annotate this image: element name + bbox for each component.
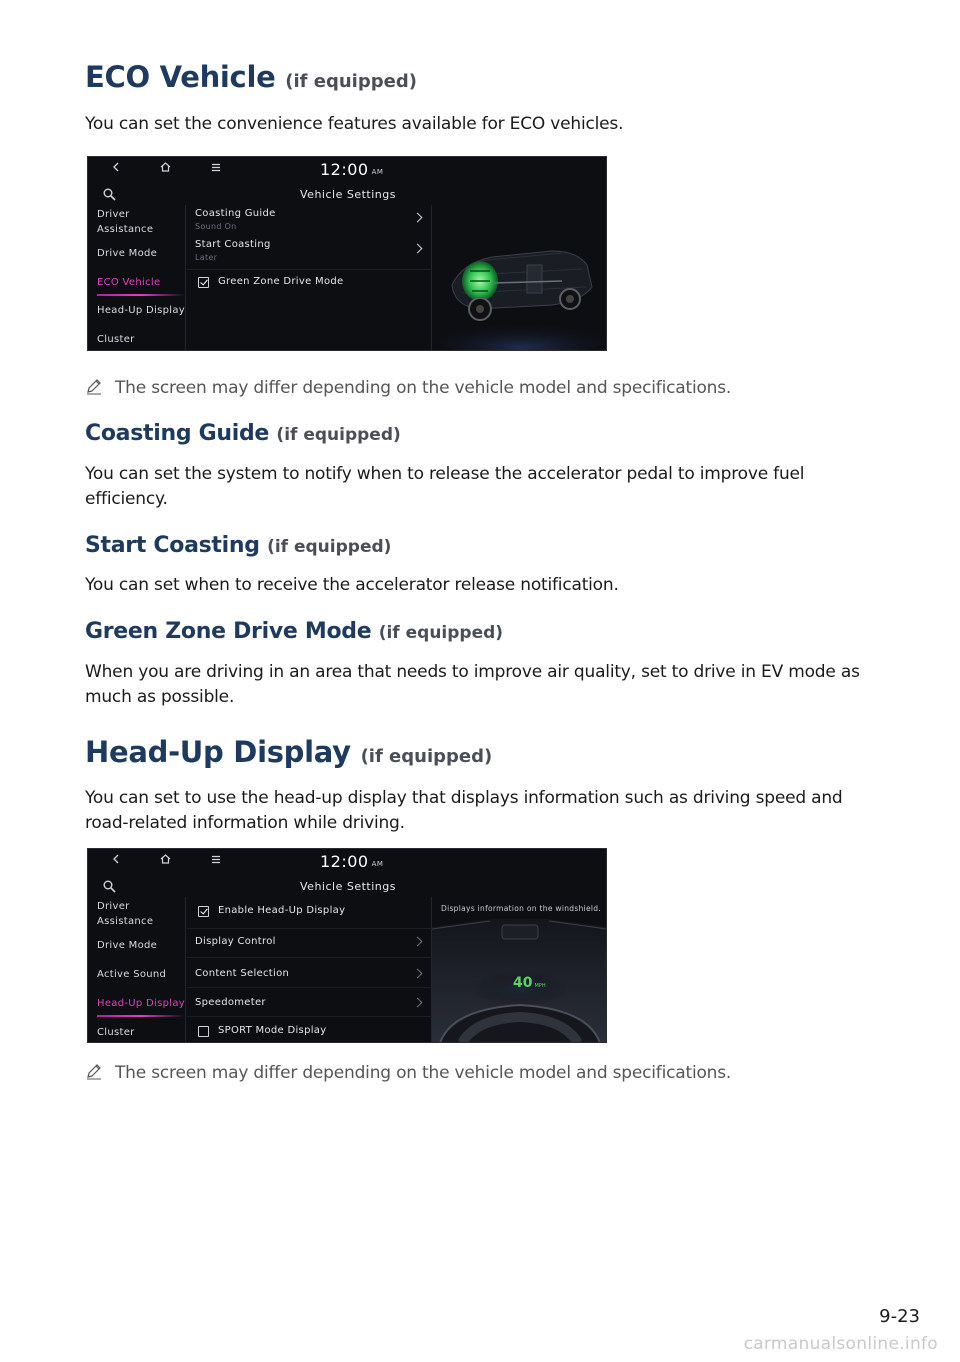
vehicle-settings-title: Vehicle Settings: [300, 880, 396, 893]
sidebar-item-cluster[interactable]: Cluster: [97, 334, 135, 345]
start-coasting-value: Later: [195, 253, 218, 262]
sidebar-item-driver-assistance[interactable]: Driver Assistance: [97, 901, 154, 927]
green-zone-heading: Green Zone Drive Mode (if equipped): [85, 619, 504, 644]
hud-settings-screen: [87, 848, 607, 1043]
menu-icon[interactable]: [211, 853, 221, 867]
if-equipped-label: (if equipped): [360, 746, 493, 767]
sidebar-item-active-sound[interactable]: Active Sound: [97, 969, 167, 980]
clock: 12:00 AM: [320, 160, 384, 179]
hud-caption: Displays information on the windshield.: [441, 904, 602, 913]
speedometer-option[interactable]: Speedometer: [195, 997, 427, 1008]
start-coasting-heading: Start Coasting (if equipped): [85, 533, 392, 558]
enable-hud-checkbox[interactable]: [198, 906, 209, 917]
sidebar-item-drive-mode[interactable]: Drive Mode: [97, 248, 158, 259]
hud-speed: 40 MPH: [513, 975, 546, 991]
back-icon[interactable]: [112, 853, 120, 867]
watermark: carmanualsonline.info: [743, 1334, 938, 1354]
sport-mode-checkbox[interactable]: [198, 1026, 209, 1037]
divider: [187, 957, 431, 958]
divider: [185, 897, 186, 1042]
active-indicator: [97, 1015, 185, 1017]
note-2: The screen may differ depending on the vehicle model and specifications.: [85, 1062, 731, 1085]
start-coasting-text: You can set when to receive the accelerator release notification.: [85, 575, 619, 595]
sidebar-item-eco-vehicle[interactable]: ECO Vehicle: [97, 277, 161, 288]
display-control-option[interactable]: Display Control: [195, 936, 427, 947]
vehicle-settings-title: Vehicle Settings: [300, 188, 396, 201]
content-selection-option[interactable]: Content Selection: [195, 968, 427, 979]
search-icon[interactable]: [103, 186, 116, 205]
pencil-icon: [85, 377, 105, 400]
chevron-right-icon: [413, 937, 423, 947]
top-bar: [88, 157, 606, 183]
divider: [187, 928, 431, 929]
if-equipped-label: (if equipped): [276, 425, 401, 445]
chevron-right-icon: [413, 998, 423, 1008]
divider: [185, 205, 186, 350]
head-up-display-text: You can set to use the head-up display that displays information such as driving speed and road-related information while driving.: [85, 788, 843, 833]
chevron-right-icon: [413, 213, 423, 223]
hud-windshield-image: [432, 897, 606, 1042]
sidebar-item-head-up-display[interactable]: Head-Up Display: [97, 305, 185, 316]
sidebar-item-head-up-display[interactable]: Head-Up Display: [97, 998, 185, 1009]
coasting-guide-heading: Coasting Guide (if equipped): [85, 421, 401, 446]
coasting-guide-option[interactable]: Coasting Guide Sound On: [195, 208, 427, 231]
active-indicator: [97, 294, 185, 296]
home-icon[interactable]: [160, 161, 171, 175]
eco-vehicle-title: ECO Vehicle: [85, 60, 276, 94]
search-icon[interactable]: [103, 878, 116, 897]
eco-vehicle-image: [432, 205, 606, 350]
if-equipped-label: (if equipped): [378, 623, 504, 643]
coasting-guide-value: Sound On: [195, 222, 237, 231]
sidebar-item-driver-assistance[interactable]: Driver Assistance: [97, 209, 154, 235]
home-icon[interactable]: [160, 853, 171, 867]
enable-hud-label: Enable Head-Up Display: [218, 905, 346, 916]
divider: [187, 269, 431, 270]
divider: [187, 1016, 431, 1017]
sport-mode-label: SPORT Mode Display: [218, 1025, 327, 1036]
clock: 12:00 AM: [320, 852, 384, 871]
top-bar: [88, 849, 606, 875]
eco-vehicle-heading: [85, 60, 417, 94]
sidebar-item-cluster[interactable]: Cluster: [97, 1027, 135, 1038]
if-equipped-label: (if equipped): [267, 537, 392, 557]
if-equipped-label: (if equipped): [285, 71, 417, 92]
divider: [187, 987, 431, 988]
green-zone-checkbox[interactable]: [198, 277, 209, 288]
chevron-right-icon: [413, 969, 423, 979]
chevron-right-icon: [413, 244, 423, 254]
menu-icon[interactable]: [211, 161, 221, 175]
note-1: The screen may differ depending on the vehicle model and specifications.: [85, 377, 731, 400]
coasting-guide-text: You can set the system to notify when to release the accelerator pedal to improve fuel efficiency.: [85, 464, 805, 509]
pencil-icon: [85, 1062, 105, 1085]
eco-vehicle-settings-screen: [87, 156, 607, 351]
head-up-display-heading: Head-Up Display (if equipped): [85, 735, 493, 769]
green-zone-label: Green Zone Drive Mode: [218, 276, 344, 287]
back-icon[interactable]: [112, 161, 120, 175]
start-coasting-option[interactable]: Start Coasting Later: [195, 239, 427, 262]
page-number: 9-23: [879, 1306, 920, 1327]
eco-vehicle-intro: You can set the convenience features available for ECO vehicles.: [85, 114, 624, 134]
sidebar-item-drive-mode[interactable]: Drive Mode: [97, 940, 158, 951]
green-zone-text: When you are driving in an area that needs to improve air quality, set to drive in EV mode as much as possible.: [85, 662, 860, 707]
